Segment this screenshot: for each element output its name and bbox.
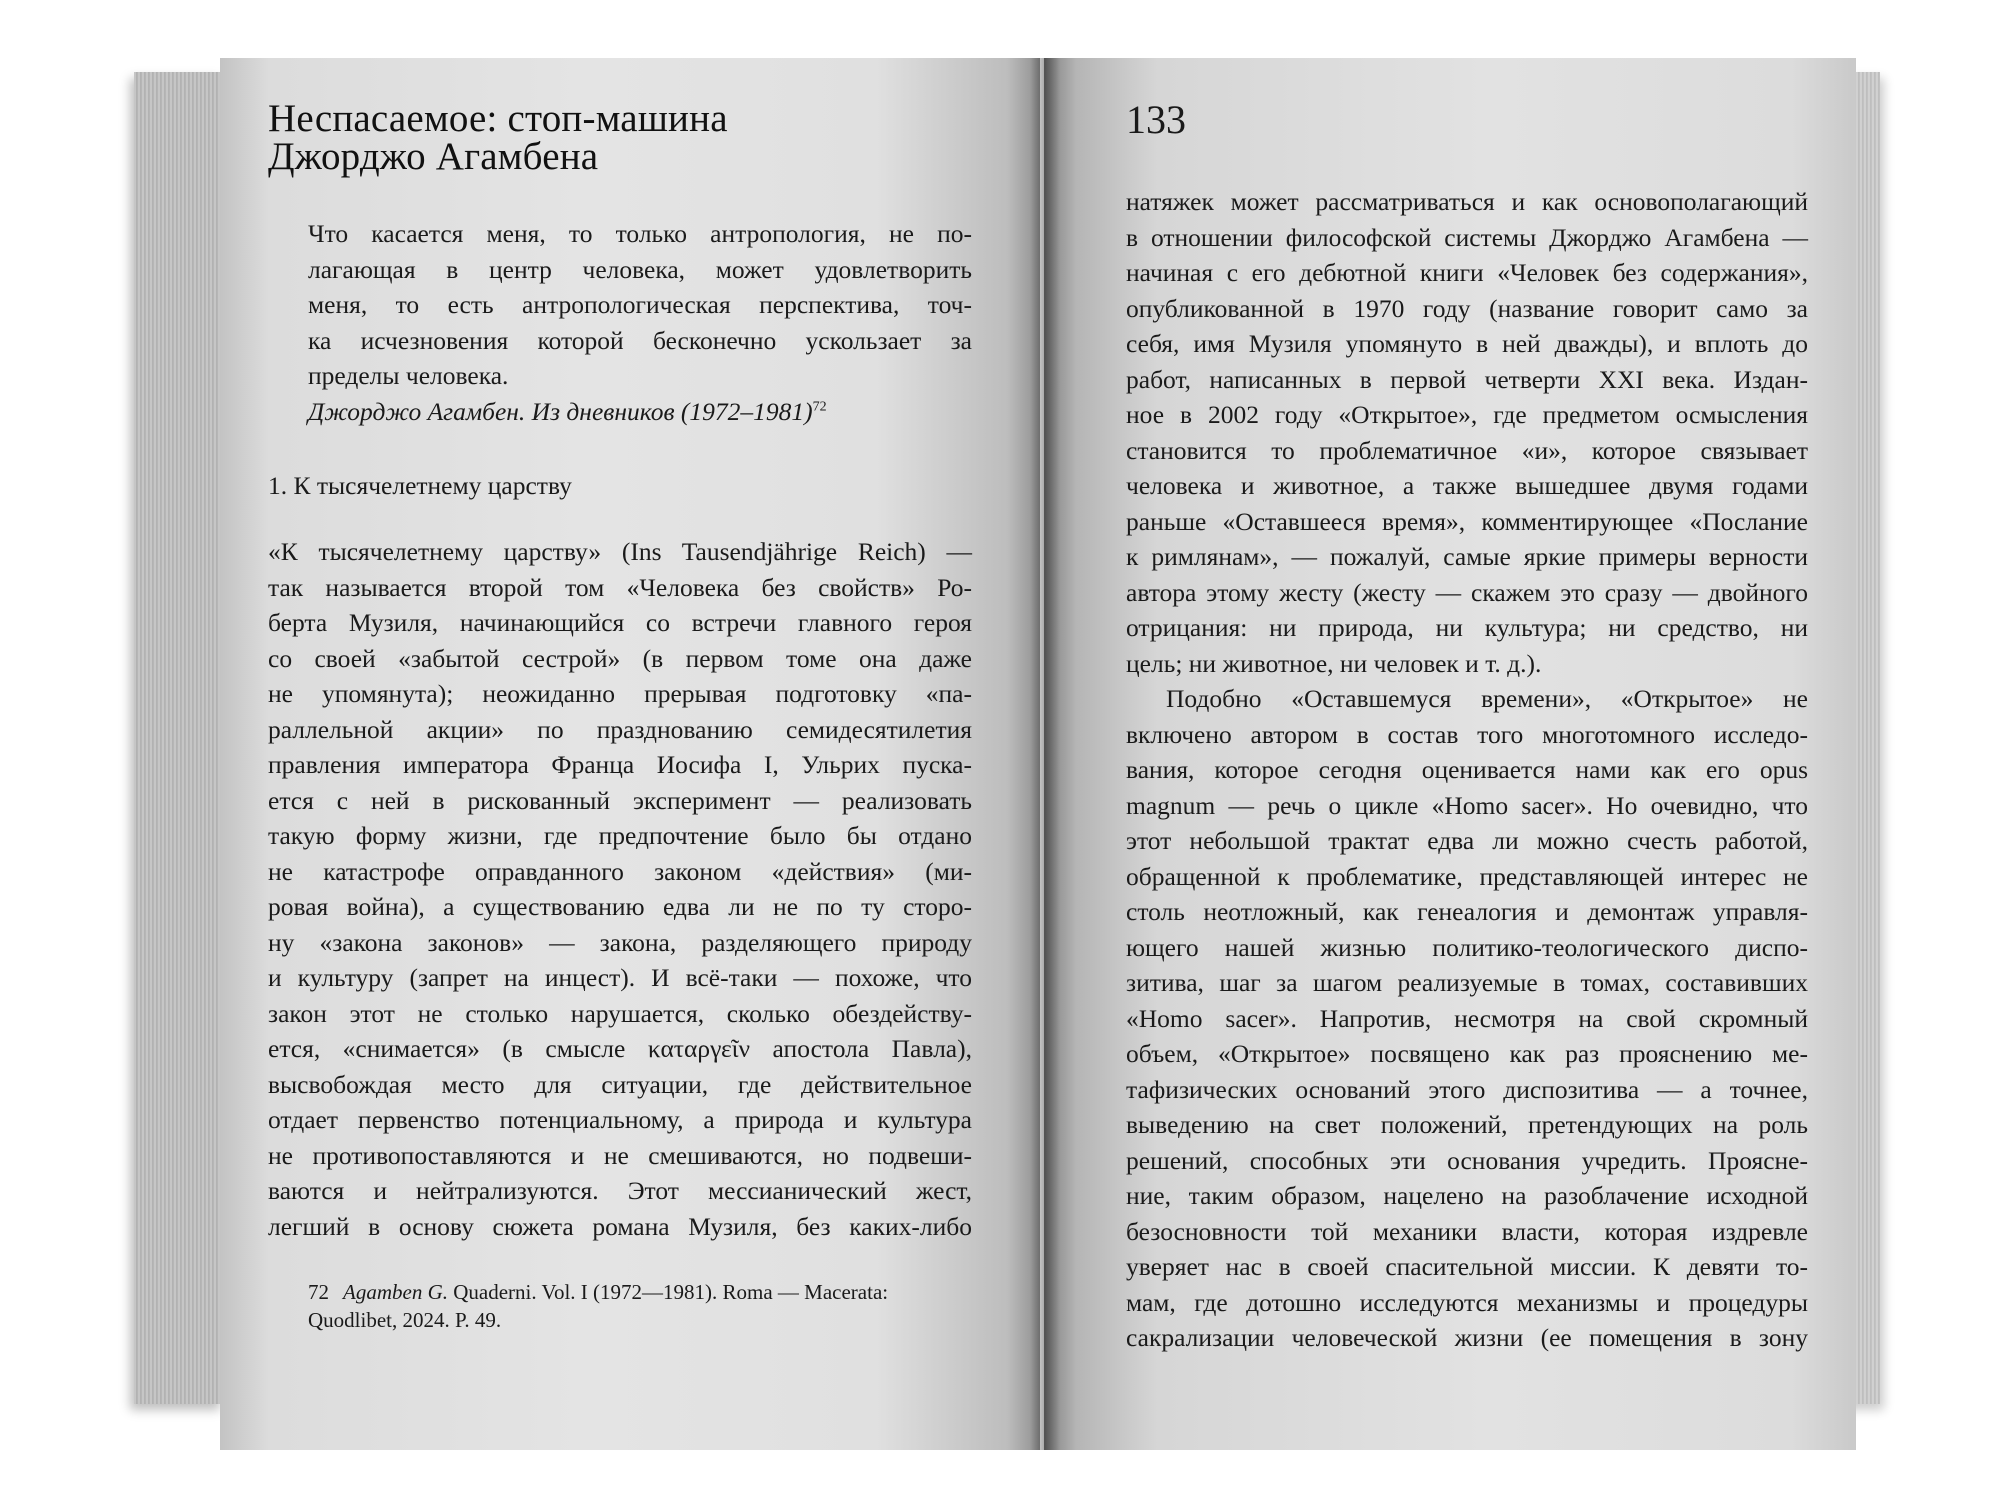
text-line: в отношении философской системы Джорджо Агамбена — bbox=[1126, 222, 1808, 252]
footnote-line-2: Quodlibet, 2024. P. 49. bbox=[308, 1308, 502, 1332]
text-line: включено автором в состав того многотомного исследо- bbox=[1126, 719, 1808, 749]
text-line: ровая война), а существованию едва ли не по ту сторо- bbox=[268, 892, 972, 921]
text-line: ется с ней в рискованный эксперимент — реализовать bbox=[268, 785, 972, 815]
text-line: становится то проблематичное «и», которое связывает bbox=[1126, 435, 1808, 465]
text-line: обращенной к проблематике, представляющей интерес не bbox=[1126, 861, 1808, 891]
text-line: работ, написанных в первой четверти XXI века. Издан- bbox=[1126, 364, 1808, 394]
epigraph-author-text: Джорджо Агамбен. Из дневников (1972–1981) bbox=[308, 396, 813, 426]
text-line: Подобно «Оставшемуся времени», «Открытое» не bbox=[1166, 684, 1808, 713]
text-line: высвобождая место для ситуации, где действительное bbox=[268, 1069, 972, 1099]
text-line: сакрализации человеческой жизни (ее помещения в зону bbox=[1126, 1323, 1808, 1352]
title-line-2: Джорджо Агамбена bbox=[268, 135, 599, 178]
page-number: 133 bbox=[1126, 97, 1186, 142]
text-line: начиная с его дебютной книги «Человек без содержания», bbox=[1126, 258, 1808, 287]
text-line: зитива, шаг за шагом реализуемые в томах, составивших bbox=[1126, 968, 1808, 997]
text-line: выведению на свет положений, претендующих на роль bbox=[1126, 1110, 1808, 1139]
running-header-title bbox=[268, 97, 1008, 178]
text-line: ваются и нейтрализуются. Этот мессианический жест, bbox=[268, 1176, 972, 1205]
epigraph-author bbox=[308, 394, 972, 430]
body-text-left bbox=[268, 534, 972, 1244]
text-line: автора этому жесту (жесту — скажем это сразу — двойного bbox=[1126, 577, 1808, 607]
text-line: опубликованной в 1970 году (название говорит само за bbox=[1126, 293, 1808, 323]
epigraph-line: меня, то есть антропологическая перспектива, точ- bbox=[308, 290, 972, 319]
text-line: уверяет нас в своей спасительной миссии. К девяти то- bbox=[1126, 1252, 1808, 1281]
text-line: берта Музиля, начинающийся со встречи главного героя bbox=[268, 608, 972, 637]
text-line: ющего нашей жизнью политико-теологического диспо- bbox=[1126, 932, 1808, 962]
text-line: вания, которое сегодня оценивается нами как его opus bbox=[1126, 755, 1808, 784]
text-line: ну «закона законов» — закона, разделяющего природу bbox=[268, 927, 972, 957]
text-line: magnum — речь о цикле «Homo sacer». Но очевидно, что bbox=[1126, 790, 1808, 820]
text-line: тафизических оснований этого диспозитива — а точнее, bbox=[1126, 1074, 1808, 1104]
text-line: ние, таким образом, нацелено на разоблачение исходной bbox=[1126, 1181, 1808, 1210]
text-line: объем, «Открытое» посвящено как раз прояснению ме- bbox=[1126, 1039, 1808, 1068]
text-line: безосновности той механики власти, которая издревле bbox=[1126, 1216, 1808, 1246]
footnote-author: Agamben G. bbox=[343, 1280, 448, 1304]
text-line: легший в основу сюжета романа Музиля, без каких-либо bbox=[268, 1211, 972, 1241]
footnote-line-1 bbox=[308, 1278, 968, 1306]
text-line: не противопоставляются и не смешиваются, но подвеши- bbox=[268, 1140, 972, 1170]
left-page bbox=[220, 58, 1040, 1450]
title-line-1: Неспасаемое: стоп-машина bbox=[268, 97, 728, 140]
text-line: цель; ни животное, ни человек и т. д.). bbox=[1126, 648, 1542, 678]
text-line: человека и животное, а также вышедшее двумя годами bbox=[1126, 471, 1808, 500]
text-line: «К тысячелетнему царству» (Ins Tausendjährige Reich) — bbox=[268, 537, 972, 566]
epigraph-line: лагающая в центр человека, может удовлетворить bbox=[308, 254, 972, 284]
text-line: правления императора Франца Иосифа I, Ульрих пуска- bbox=[268, 750, 972, 779]
text-line: этот небольшой трактат едва ли можно счесть работой, bbox=[1126, 826, 1808, 855]
text-line: к римлянам», — пожалуй, самые яркие примеры верности bbox=[1126, 542, 1808, 571]
epigraph-line: пределы человека. bbox=[308, 361, 509, 390]
text-line: себя, имя Музиля упомянуто в ней дважды), и вплоть до bbox=[1126, 329, 1808, 358]
footnote-ref: 72 bbox=[812, 399, 827, 414]
footnote-text-1: Quaderni. Vol. I (1972—1981). Roma — Macerata: bbox=[447, 1280, 889, 1304]
text-line: и культуру (запрет на инцест). И всё-таки — похоже, что bbox=[268, 963, 972, 992]
footnote bbox=[308, 1278, 968, 1334]
text-line: раллельной акции» по празднованию семидесятилетия bbox=[268, 714, 972, 744]
text-line: отдает первенство потенциальному, а природа и культура bbox=[268, 1105, 972, 1134]
text-line: ется, «снимается» (в смысле καταργεῖν апостола Павла), bbox=[268, 1034, 972, 1063]
epigraph-line: ка исчезновения которой бесконечно ускользает за bbox=[308, 325, 972, 355]
text-line: решений, способных эти основания учредить. Проясне- bbox=[1126, 1145, 1808, 1175]
text-line: ное в 2002 году «Открытое», где предметом осмысления bbox=[1126, 400, 1808, 429]
text-line: отрицания: ни природа, ни культура; ни средство, ни bbox=[1126, 613, 1808, 642]
text-line: так называется второй том «Человека без свойств» Ро- bbox=[268, 572, 972, 602]
right-page bbox=[1044, 58, 1856, 1450]
book-spine-shadow bbox=[1030, 58, 1060, 1450]
epigraph-line: Что касается меня, то только антропология, не по- bbox=[308, 219, 972, 248]
body-text-right bbox=[1126, 184, 1808, 1356]
text-line: мам, где дотошно исследуются механизмы и процедуры bbox=[1126, 1287, 1808, 1317]
text-line: натяжек может рассматриваться и как основополагающий bbox=[1126, 187, 1808, 216]
text-line: не катастрофе оправданного законом «действия» (ми- bbox=[268, 856, 972, 886]
section-heading: 1. К тысячелетнему царству bbox=[268, 471, 572, 500]
text-line: такую форму жизни, где предпочтение было бы отдано bbox=[268, 821, 972, 850]
text-line: столь неотложный, как генеалогия и демонтаж управля- bbox=[1126, 897, 1808, 926]
text-line: закон этот не столько нарушается, сколько обездейству- bbox=[268, 998, 972, 1028]
text-line: не упомянута); неожиданно прерывая подготовку «па- bbox=[268, 679, 972, 708]
epigraph bbox=[308, 216, 972, 429]
text-line: со своей «забытой сестрой» (в первом томе она даже bbox=[268, 643, 972, 673]
text-line: «Homo sacer». Напротив, несмотря на свой скромный bbox=[1126, 1003, 1808, 1033]
footnote-number: 72 bbox=[308, 1280, 329, 1304]
text-line: раньше «Оставшееся время», комментирующее «Послание bbox=[1126, 506, 1808, 536]
page-edges-left bbox=[134, 72, 224, 1404]
